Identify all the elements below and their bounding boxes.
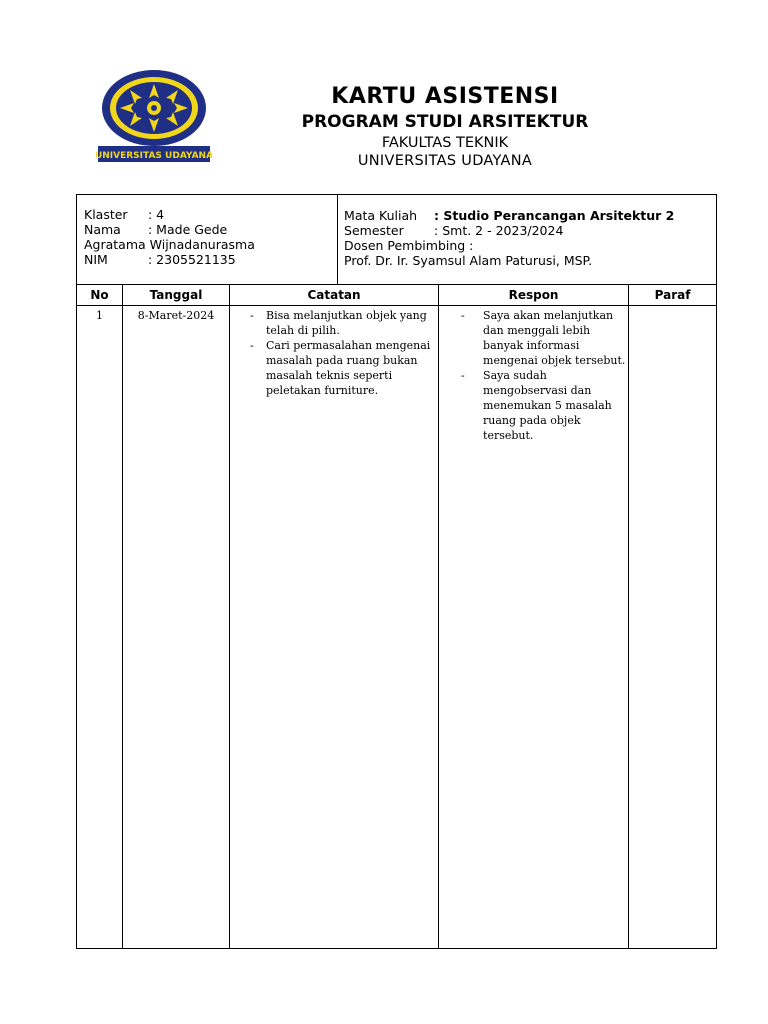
document-header bbox=[230, 84, 660, 170]
respon-item: - Saya sudah mengobservasi dan menemukan 5 masalah ruang pada objek tersebut. bbox=[439, 368, 628, 443]
table-header-row bbox=[77, 285, 717, 306]
nama-continuation: Agratama Wijnadanurasma bbox=[84, 237, 255, 252]
header-paraf: Paraf bbox=[629, 285, 717, 306]
dosen-label: Dosen Pembimbing : bbox=[344, 238, 474, 253]
catatan-item: - Cari permasalahan mengenai masalah pada ruang bukan masalah teknis seperti peletakan furniture. bbox=[230, 338, 438, 398]
header-no: No bbox=[77, 285, 123, 306]
table-row bbox=[77, 306, 717, 949]
semester-value: : Smt. 2 - 2023/2024 bbox=[434, 223, 564, 238]
catatan-item: - Bisa melanjutkan objek yang telah di pilih. bbox=[230, 308, 438, 338]
nama-value: : Made Gede bbox=[148, 222, 228, 237]
faculty-name: FAKULTAS TEKNIK bbox=[381, 135, 509, 151]
row-paraf bbox=[629, 306, 717, 949]
course-info bbox=[338, 195, 717, 285]
nama-label: Nama bbox=[84, 222, 121, 237]
header-catatan: Catatan bbox=[230, 285, 439, 306]
assistance-card-table bbox=[76, 194, 717, 949]
row-respon bbox=[439, 306, 629, 949]
row-catatan bbox=[230, 306, 439, 949]
row-no: 1 bbox=[77, 306, 123, 949]
university-name: UNIVERSITAS UDAYANA bbox=[357, 153, 533, 169]
program-name: PROGRAM STUDI ARSITEKTUR bbox=[301, 112, 589, 132]
mata-kuliah-label: Mata Kuliah bbox=[344, 208, 418, 223]
student-info bbox=[77, 195, 338, 285]
nim-value: : 2305521135 bbox=[148, 252, 236, 267]
header-tanggal: Tanggal bbox=[123, 285, 230, 306]
dosen-value: Prof. Dr. Ir. Syamsul Alam Paturusi, MSP. bbox=[344, 253, 593, 268]
university-logo bbox=[96, 68, 212, 164]
logo-banner-text: UNIVERSITAS UDAYANA bbox=[96, 151, 212, 161]
mata-kuliah-value: : Studio Perancangan Arsitektur 2 bbox=[434, 208, 675, 223]
row-tanggal: 8-Maret-2024 bbox=[123, 306, 230, 949]
respon-item: - Saya akan melanjutkan dan menggali lebih banyak informasi mengenai objek tersebut. bbox=[439, 308, 628, 368]
semester-label: Semester bbox=[344, 223, 404, 238]
nim-label: NIM bbox=[84, 252, 108, 267]
klaster-label: Klaster bbox=[84, 207, 128, 222]
header-respon: Respon bbox=[439, 285, 629, 306]
document-title: KARTU ASISTENSI bbox=[331, 84, 559, 109]
klaster-value: : 4 bbox=[148, 207, 165, 222]
